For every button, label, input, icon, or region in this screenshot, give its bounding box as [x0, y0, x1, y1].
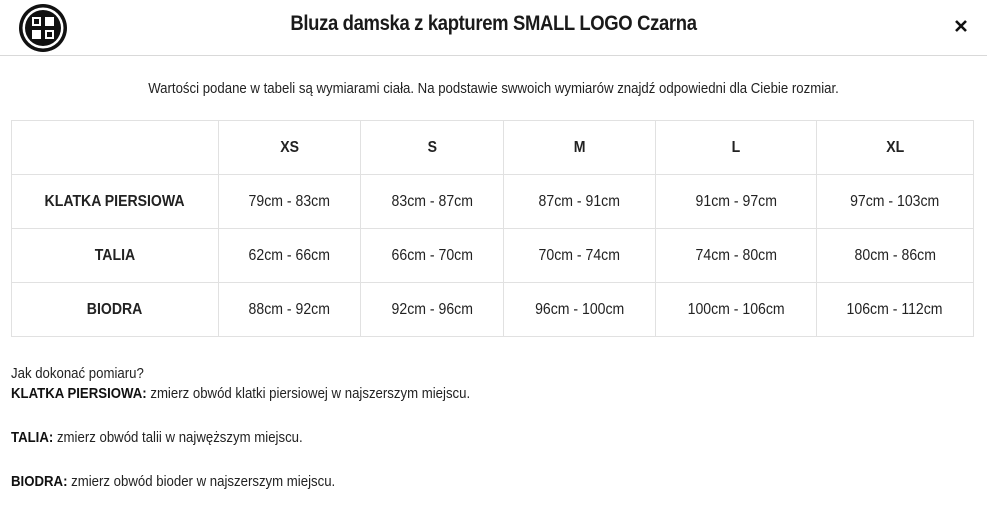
table-cell: 97cm - 103cm	[817, 175, 974, 229]
table-cell: 106cm - 112cm	[817, 283, 974, 337]
instruction-text: zmierz obwód talii w najwęższym miejscu.	[53, 429, 303, 446]
instruction-item	[11, 428, 470, 448]
table-cell: 100cm - 106cm	[656, 283, 817, 337]
row-label: TALIA	[12, 229, 219, 283]
table-row	[12, 283, 974, 337]
table-row	[12, 175, 974, 229]
table-header-cell: M	[504, 121, 656, 175]
table-row	[12, 229, 974, 283]
table-cell: 70cm - 74cm	[504, 229, 656, 283]
table-header-row	[12, 121, 974, 175]
table-cell: 83cm - 87cm	[361, 175, 504, 229]
instructions-heading: Jak dokonać pomiaru?	[11, 365, 144, 382]
table-header-cell: L	[656, 121, 817, 175]
table-cell: 96cm - 100cm	[504, 283, 656, 337]
table-header-cell: S	[361, 121, 504, 175]
table-cell: 88cm - 92cm	[219, 283, 361, 337]
instruction-text: zmierz obwód bioder w najszerszym miejscu.	[67, 473, 336, 490]
instruction-label: KLATKA PIERSIOWA:	[11, 385, 147, 402]
instruction-label: TALIA:	[11, 429, 54, 446]
table-cell: 87cm - 91cm	[504, 175, 656, 229]
modal-title: Bluza damska z kapturem SMALL LOGO Czarna	[290, 12, 697, 35]
instruction-text: zmierz obwód klatki piersiowej w najszerszym miejscu.	[146, 385, 471, 402]
table-cell: 74cm - 80cm	[656, 229, 817, 283]
table-header-cell: XL	[817, 121, 974, 175]
close-icon[interactable]	[953, 18, 969, 34]
intro-text: Wartości podane w tabeli są wymiarami ciała. Na podstawie swwoich wymiarów znajdź odpowiedni dla Ciebie rozmiar.	[148, 80, 839, 97]
modal-header	[0, 0, 987, 56]
table-cell: 92cm - 96cm	[361, 283, 504, 337]
instruction-item	[11, 384, 470, 404]
table-cell: 66cm - 70cm	[361, 229, 504, 283]
instruction-item	[11, 472, 470, 492]
table-header-cell	[12, 121, 219, 175]
row-label: BIODRA	[12, 283, 219, 337]
instruction-label: BIODRA:	[11, 473, 68, 490]
row-label: KLATKA PIERSIOWA	[12, 175, 219, 229]
table-header-cell: XS	[219, 121, 361, 175]
measurement-instructions	[11, 364, 470, 492]
table-cell: 80cm - 86cm	[817, 229, 974, 283]
table-cell: 91cm - 97cm	[656, 175, 817, 229]
table-cell: 79cm - 83cm	[219, 175, 361, 229]
size-table	[11, 120, 974, 337]
table-cell: 62cm - 66cm	[219, 229, 361, 283]
